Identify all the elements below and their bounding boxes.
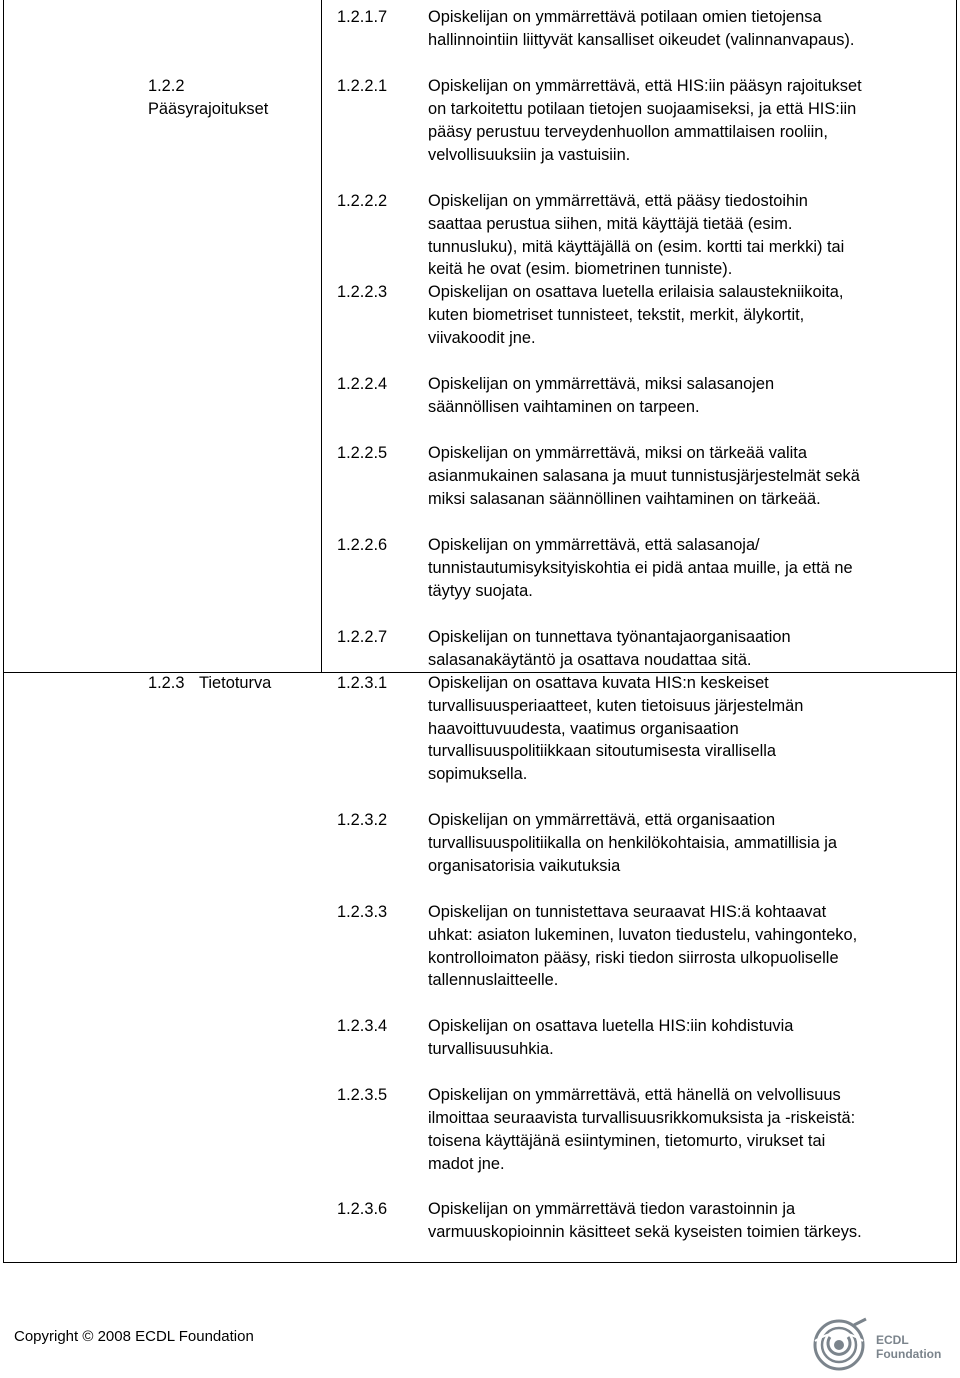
- item-text-line: turvallisuuspolitiikkaan sitoutumisesta virallisella: [428, 742, 776, 760]
- item-code: 1.2.1.7: [337, 8, 388, 26]
- item-code: 1.2.2.2: [337, 192, 388, 210]
- item-code: 1.2.3.6: [337, 1200, 388, 1218]
- item-code: 1.2.2.4: [337, 375, 388, 393]
- item-text-line: Opiskelijan on ymmärrettävä, että hänellä on velvollisuus: [428, 1086, 841, 1104]
- column-divider: [321, 0, 322, 672]
- item-text-line: kontrolloimaton pääsy, riski tiedon siirrosta ulkopuoliselle: [428, 949, 839, 967]
- section-code: 1.2.3: [148, 674, 185, 692]
- item-text-line: Opiskelijan on osattava luetella erilaisia salaustekniikoita,: [428, 283, 844, 301]
- item-text-line: sopimuksella.: [428, 765, 528, 783]
- item-code: 1.2.2.6: [337, 536, 388, 554]
- item-text-line: turvallisuusuhkia.: [428, 1040, 554, 1058]
- item-text-line: varmuuskopioinnin käsitteet sekä kyseisten toimien tärkeys.: [428, 1223, 862, 1241]
- item-text-line: Opiskelijan on ymmärrettävä, että pääsy tiedostoihin: [428, 192, 808, 210]
- copyright-notice: Copyright © 2008 ECDL Foundation: [14, 1328, 254, 1345]
- item-text-line: Opiskelijan on ymmärrettävä, että organisaation: [428, 811, 776, 829]
- item-text-line: säännöllisen vaihtaminen on tarpeen.: [428, 398, 700, 416]
- item-text-line: keitä he ovat (esim. biometrinen tunniste).: [428, 260, 733, 278]
- item-text-line: turvallisuusperiaatteet, kuten tietoisuus järjestelmän: [428, 697, 804, 715]
- ecdl-globe-logo-icon: [810, 1317, 872, 1378]
- item-code: 1.2.3.5: [337, 1086, 388, 1104]
- logo-line-foundation: Foundation: [876, 1347, 942, 1361]
- item-text-line: organisatorisia vaikutuksia: [428, 857, 621, 875]
- item-text-line: velvollisuuksiin ja vastuisiin.: [428, 146, 631, 164]
- item-text-line: Opiskelijan on osattava kuvata HIS:n keskeiset: [428, 674, 769, 692]
- item-text-line: täytyy suojata.: [428, 582, 533, 600]
- item-text-line: hallinnointiin liittyvät kansalliset oikeudet (valinnanvapaus).: [428, 31, 855, 49]
- item-text-line: madot jne.: [428, 1155, 505, 1173]
- item-code: 1.2.2.3: [337, 283, 388, 301]
- section-title: Pääsyrajoitukset: [148, 100, 269, 118]
- item-code: 1.2.3.1: [337, 674, 388, 692]
- item-code: 1.2.2.5: [337, 444, 388, 462]
- item-code: 1.2.2.1: [337, 77, 388, 95]
- item-code: 1.2.3.4: [337, 1017, 388, 1035]
- item-text-line: Opiskelijan on ymmärrettävä potilaan omien tietojensa: [428, 8, 822, 26]
- section-code: 1.2.2: [148, 77, 185, 95]
- item-text-line: Opiskelijan on ymmärrettävä, miksi on tärkeää valita: [428, 444, 807, 462]
- item-text-line: Opiskelijan on tunnistettava seuraavat HIS:ä kohtaavat: [428, 903, 827, 921]
- item-code: 1.2.2.7: [337, 628, 388, 646]
- item-text-line: Opiskelijan on ymmärrettävä, miksi salasanojen: [428, 375, 775, 393]
- item-text-line: turvallisuuspolitiikalla on henkilökohtaisia, ammatillisia ja: [428, 834, 838, 852]
- item-text-line: kuten biometriset tunnisteet, tekstit, merkit, älykortit,: [428, 306, 805, 324]
- item-text-line: Opiskelijan on ymmärrettävä, että salasanoja/: [428, 536, 760, 554]
- item-text-line: saattaa perustua siihen, mitä käyttäjä tietää (esim.: [428, 215, 793, 233]
- item-text-line: Opiskelijan on tunnettava työnantajaorganisaation: [428, 628, 791, 646]
- item-text-line: toisena käyttäjänä esiintyminen, tietomurto, virukset tai: [428, 1132, 826, 1150]
- item-text-line: Opiskelijan on ymmärrettävä, että HIS:iin pääsyn rajoitukset: [428, 77, 862, 95]
- item-text-line: tunnistautumisyksityiskohtia ei pidä antaa muille, ja että ne: [428, 559, 853, 577]
- item-text-line: salasanakäytäntö ja osattava noudattaa sitä.: [428, 651, 752, 669]
- item-text-line: haavoittuvuudesta, vaatimus organisaation: [428, 720, 739, 738]
- item-text-line: viivakoodit jne.: [428, 329, 536, 347]
- item-text-line: tunnusluku), mitä käyttäjällä on (esim. kortti tai merkki) tai: [428, 238, 845, 256]
- item-text-line: on tarkoitettu potilaan tietojen suojaamiseksi, ja että HIS:iin: [428, 100, 857, 118]
- item-code: 1.2.3.2: [337, 811, 388, 829]
- item-text-line: asianmukainen salasana ja muut tunnistusjärjestelmät sekä: [428, 467, 860, 485]
- section-title: Tietoturva: [199, 674, 272, 692]
- item-code: 1.2.3.3: [337, 903, 388, 921]
- item-text-line: tallennuslaitteelle.: [428, 971, 559, 989]
- item-text-line: miksi salasanan säännöllinen vaihtaminen on tärkeää.: [428, 490, 821, 508]
- item-text-line: uhkat: asiaton lukeminen, luvaton tiedustelu, vahingonteko,: [428, 926, 858, 944]
- item-text-line: Opiskelijan on ymmärrettävä tiedon varastoinnin ja: [428, 1200, 796, 1218]
- logo-line-ecdl: ECDL: [876, 1333, 909, 1347]
- item-text-line: ilmoittaa seuraavista turvallisuusrikkomuksista ja -riskeistä:: [428, 1109, 856, 1127]
- ecdl-logo-text: [876, 1333, 941, 1361]
- item-text-line: pääsy perustuu terveydenhuollon ammattilaisen rooliin,: [428, 123, 828, 141]
- item-text-line: Opiskelijan on osattava luetella HIS:iin kohdistuvia: [428, 1017, 794, 1035]
